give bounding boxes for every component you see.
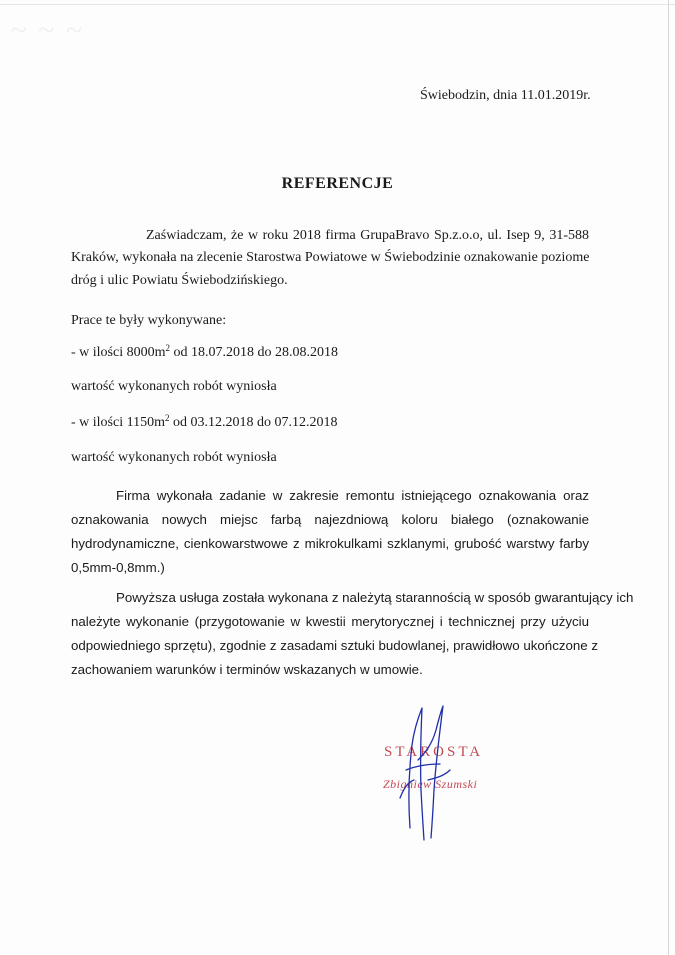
scope-line-3: hydrodynamiczne, cienkowarstwowe z mikrokulkami szklanymi, grubość warstwy farby (71, 536, 589, 551)
handwritten-signature (388, 700, 468, 845)
stamp-name: Zbigniew Szumski (383, 777, 478, 791)
place-date: Świebodzin, dnia 11.01.2019r. (420, 88, 591, 103)
scan-edge-right (668, 0, 669, 955)
scan-edge-top (0, 4, 675, 5)
work-1-suffix: od 18.07.2018 do 28.08.2018 (170, 345, 338, 360)
work-2-sup: 2 (164, 413, 170, 423)
faint-bleedthrough: ~ ~ ~ (10, 14, 84, 47)
scope-line-2: oznakowania nowych miejsc farbą najezdniową koloru białego (oznakowanie (71, 512, 589, 527)
conclusion-line-3: odpowiedniego sprzętu), zgodnie z zasadami sztuki budowlanej, prawidłowo ukończone z (71, 638, 599, 653)
intro-line-3: dróg i ulic Powiatu Świebodzińskiego. (71, 273, 288, 288)
conclusion-line-2: należyte wykonanie (przygotowanie w kwestii merytorycznej i technicznej przy użyciu (71, 614, 589, 629)
work-1-value-label: wartość wykonanych robót wyniosła (71, 379, 277, 394)
works-heading: Prace te były wykonywane: (71, 313, 227, 328)
document-title: REFERENCJE (281, 175, 394, 192)
work-2-prefix: - w ilości 1150m (71, 415, 165, 430)
conclusion-line-1: Powyższa usługa została wykonana z należytą starannością w sposób gwarantujący ich (116, 590, 634, 605)
stamp-title: STAROSTA (384, 744, 484, 760)
work-2-value-label: wartość wykonanych robót wyniosła (71, 450, 277, 465)
intro-line-2: Kraków, wykonała na zlecenie Starostwa Powiatowe w Świebodzinie oznakowanie poziome (71, 250, 590, 265)
work-item-2 (71, 415, 337, 431)
scope-line-4: 0,5mm-0,8mm.) (71, 560, 165, 575)
conclusion-line-4: zachowaniem warunków i terminów wskazanych w umowie. (71, 662, 423, 677)
work-2-suffix: od 03.12.2018 do 07.12.2018 (169, 415, 338, 430)
intro-line-1: Zaświadczam, że w roku 2018 firma GrupaBravo Sp.z.o.o, ul. Isep 9, 31-588 (146, 228, 589, 243)
work-item-1 (71, 345, 338, 361)
work-1-prefix: - w ilości 8000m (71, 345, 166, 360)
scope-line-1: Firma wykonała zadanie w zakresie remontu istniejącego oznakowania oraz (116, 488, 589, 503)
work-1-sup: 2 (165, 343, 170, 353)
